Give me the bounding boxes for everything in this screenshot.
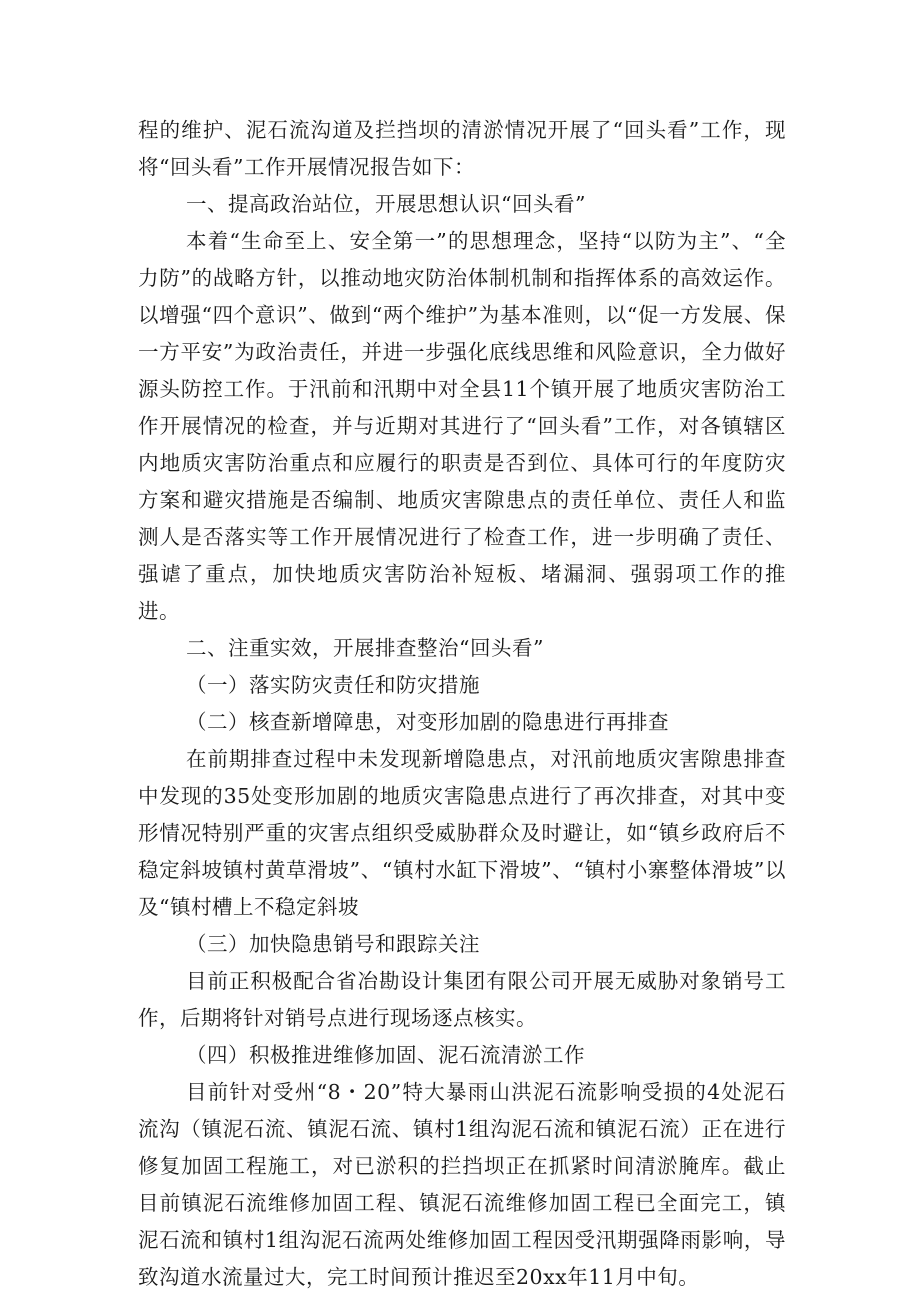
section-heading-2: 二、注重实效，开展排查整治“回头看” xyxy=(186,636,544,660)
document-page xyxy=(138,112,786,1296)
intro-paragraph: 程的维护、泥石流沟道及拦挡坝的清淤情况开展了“回头看”工作，现将“回头看”工作开展情况报告如下： xyxy=(138,118,786,179)
section-1-paragraph: 本着“生命至上、安全第一”的思想理念，坚持“以防为主”、“全力防”的战略方针，以推动地灾防治体制机制和指挥体系的高效运作。以增强“四个意识”、做到“两个维护”为基本准则，以“促一方发展、保一方平安”为政治责任，并进一步强化底线思维和风险意识，全力做好源头防控工作。于汛前和汛期中对全县11个镇开展了地质灾害防治工作开展情况的检查，并与近期对其进行了“回头看”工作，对各镇辖区内地质灾害防治重点和应履行的职责是否到位、具体可行的年度防灾方案和避灾措施是否编制、地质灾害隙患点的责任单位、责任人和监测人是否落实等工作开展情况进行了检查工作，进一步明确了责任、强谑了重点，加快地质灾害防治补短板、堵漏洞、强弱项工作的推进。 xyxy=(138,229,786,623)
subsection-heading-4: （四）积极推进维修加固、泥石流清淤工作 xyxy=(186,1043,585,1067)
section-heading-1: 一、提高政治站位，开展思想认识“回头看” xyxy=(186,192,586,216)
subsection-heading-1: （一）落实防灾责任和防灾措施 xyxy=(186,673,480,697)
subsection-heading-3: （三）加快隐患销号和跟踪关注 xyxy=(186,932,480,956)
subsection-2-paragraph: 在前期排查过程中未发现新增隐患点，对汛前地质灾害隙患排查中发现的35处变形加剧的地质灾害隐患点进行了再次排查，对其中变形情况特别严重的灾害点组织受威胁群众及时避让，如“镇乡政府后不稳定斜坡镇村黄草滑坡”、“镇村水缸下滑坡”、“镇村小寨整体滑坡”以及“镇村槽上不稳定斜坡 xyxy=(138,747,786,919)
subsection-4-paragraph: 目前针对受州“8・20”特大暴雨山洪泥石流影响受损的4处泥石流沟（镇泥石流、镇泥石流、镇村1组沟泥石流和镇泥石流）正在进行修复加固工程施工，对已淤积的拦挡坝正在抓紧时间清淤腌库。截止目前镇泥石流维修加固工程、镇泥石流维修加固工程已全面完工，镇泥石流和镇村1组沟泥石流两处维修加固工程因受汛期强降雨影响，导致沟道水流量过大，完工时间预计推迟至20xx年11月中旬。 xyxy=(138,1080,786,1289)
subsection-heading-2: （二）核查新增障患，对变形加剧的隐患进行再排查 xyxy=(186,710,669,734)
subsection-3-paragraph: 目前正积极配合省冶勘设计集团有限公司开展无威胁对象销号工作，后期将针对销号点进行现场逐点核实。 xyxy=(138,969,786,1030)
